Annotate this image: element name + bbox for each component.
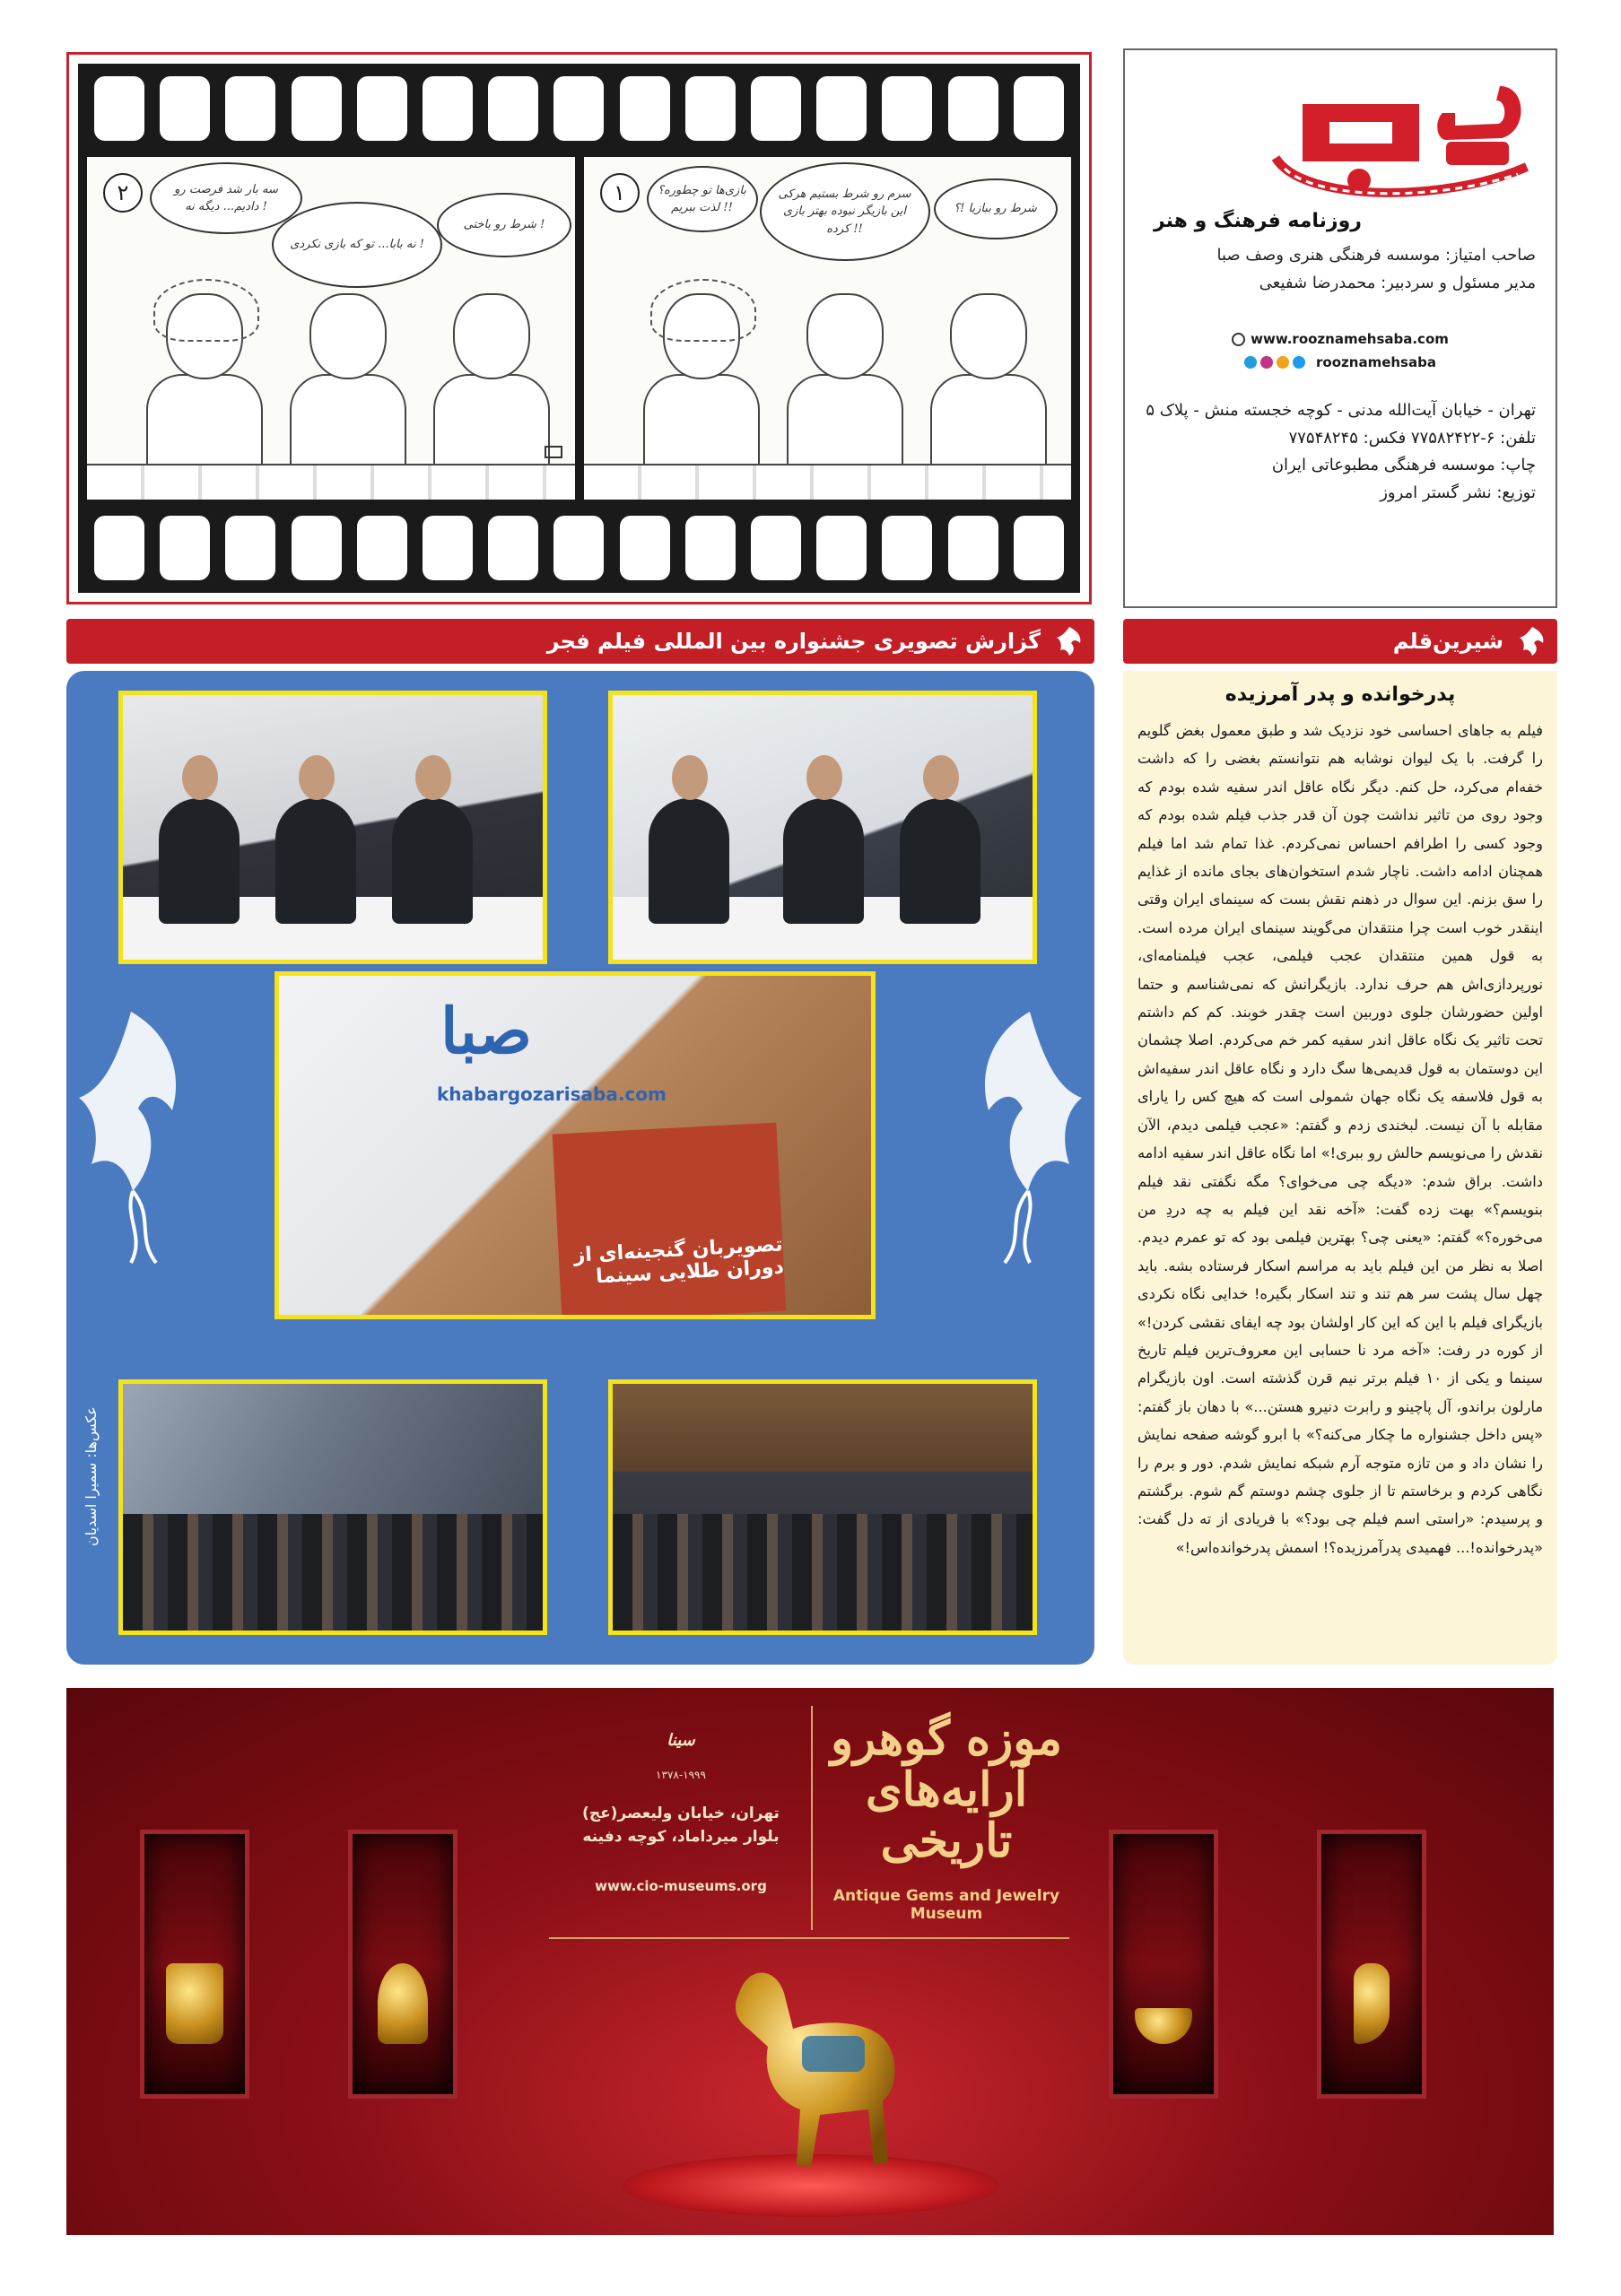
globe-icon bbox=[1232, 333, 1245, 346]
simorgh-icon bbox=[1514, 623, 1550, 659]
logo-subtitle: روزنامه فرهنگ و هنر bbox=[1154, 210, 1362, 232]
cartoon-character-young bbox=[787, 293, 903, 482]
film-holes-top bbox=[94, 76, 1064, 141]
golden-horse-icon bbox=[685, 1957, 937, 2181]
cartoon-character-bald bbox=[930, 293, 1047, 482]
owner-line: صاحب امتیاز: موسسه فرهنگی هنری وصف صبا bbox=[1216, 246, 1536, 265]
photo-report-title: گزارش تصویری جشنواره بین المللی فیلم فجر bbox=[546, 629, 1041, 654]
gold-cup-icon bbox=[166, 1963, 223, 2044]
museum-title-fa: موزه گوهرو آرایه‌های تاریخی bbox=[830, 1711, 1063, 1869]
speech-bubble: شرط رو باختی ! bbox=[437, 193, 571, 257]
website-link[interactable]: www.rooznamehsaba.com bbox=[1251, 331, 1449, 348]
cartoon-character-curly bbox=[643, 293, 760, 482]
speech-bubble: بازی‌ها تو چطوره؟ لذت ببریم !! bbox=[647, 166, 758, 232]
jeweled-bowl-icon bbox=[1135, 2008, 1192, 2044]
aparat-icon[interactable] bbox=[1277, 356, 1289, 369]
museum-address: تهران، خیابان ولیعصر(عج) بلوار میرداماد، کوچه دفینه bbox=[582, 1805, 780, 1846]
saba-photo-url: khabargozarisaba.com bbox=[437, 1083, 667, 1105]
cartoon-frame-1 bbox=[584, 157, 1072, 500]
ad-divider bbox=[811, 1706, 813, 1930]
instagram-icon[interactable] bbox=[1260, 356, 1273, 369]
museum-url[interactable]: www.cio-museums.org bbox=[595, 1878, 767, 1894]
distribution-line: توزیع: نشر گستر امروز bbox=[1380, 483, 1536, 502]
column-header-title: شیرین‌قلم bbox=[1392, 629, 1503, 654]
film-strip-body bbox=[78, 64, 1080, 593]
saba-logo-icon bbox=[1267, 68, 1536, 212]
magazine-cover bbox=[553, 1123, 787, 1319]
editor-line: مدیر مسئول و سردبیر: محمدرضا شفیعی bbox=[1259, 273, 1536, 292]
dagger-icon bbox=[1354, 1963, 1390, 2044]
twitter-icon[interactable] bbox=[1293, 356, 1305, 369]
necklace-icon bbox=[378, 1963, 428, 2044]
museum-brand-logo: سینا bbox=[667, 1731, 695, 1750]
website-row bbox=[1145, 331, 1536, 347]
cartoon-character-curly bbox=[146, 293, 263, 482]
photo-report-header bbox=[66, 619, 1094, 664]
masthead-box bbox=[1123, 48, 1557, 608]
social-row bbox=[1145, 354, 1536, 370]
press-conference-photo-1 bbox=[608, 691, 1037, 964]
print-line: چاپ: موسسه فرهنگی مطبوعاتی ایران bbox=[1271, 456, 1536, 475]
simorgh-right-icon bbox=[971, 1003, 1087, 1272]
film-holes-bottom bbox=[94, 516, 1064, 580]
social-handle[interactable]: rooznamehsaba bbox=[1316, 354, 1436, 371]
simorgh-left-icon bbox=[74, 1003, 190, 1272]
photo-credit: عکس‌ها: سمیرا اسدیان bbox=[83, 1406, 100, 1546]
vitrine-gold-cup bbox=[140, 1830, 249, 2099]
frame-number: ۲ bbox=[103, 173, 143, 213]
speech-bubble: سرم رو شرط بستیم هرکی این بازیگر نبوده بهتر بازی کرده !! bbox=[760, 162, 930, 261]
cartoon-frame-2 bbox=[87, 157, 575, 500]
museum-brand-year: ۱۳۷۸-۱۹۹۹ bbox=[656, 1769, 706, 1781]
museum-title-en: Antique Gems and Jewelry Museum bbox=[832, 1887, 1060, 1923]
telegram-icon[interactable] bbox=[1244, 356, 1257, 369]
cartoon-character-bald bbox=[433, 293, 550, 482]
festival-lobby-photo bbox=[608, 1379, 1037, 1635]
address-line: تهران - خیابان آیت‌الله مدنی - کوچه خجسته منش - پلاک ۵ bbox=[1146, 401, 1536, 421]
photo-report-panel bbox=[66, 671, 1094, 1665]
column-body: فیلم به جاهای احساسی خود نزدیک شد و طبق معمول بغض گلویم را گرفت. با یک لیوان نوشابه هم نتوانستم بغضی را که داشت خفه‌ام می‌کرد، حل کنم. دیگر نگاه عاقل اندر سفیه شده بودم که وجود روی من تاثیر نداشت چون آن قدر جذب فیلم شده بودم که وجود کسی را اطرافم احساس نمی‌کردم. غذا تمام شد اما فیلم همچنان ادامه داشت. ناچار شدم استخوان‌های بجای مانده از غذایم را سق بزنم. این سوال در ذهنم نقش بست که سینمای ایران وقتی اینقدر خوب است چرا منتقدان می‌گویند سینمای ایران مرده است. به قول همین منتقدان عجب فیلمی، عجب فیلمنامه‌ای، نورپردازی‌اش هم حرف ندارد. بازیگرانش که نمی‌شناسم و حتما اولین حضورشان جلوی دوربین است چقدر خوبند. کم کم داشتم تحت تاثیر یک نگاه عاقل اندر سفیه کمر خم می‌کردم. اصلا چشمان این دوستمان به قول قدیمی‌ها سگ دارد و نگاه عاقل اندر سفیه‌اش به قول فلاسفه یک نگاه جهان شمولی است که هیچ کس را یارای مقابله با آن نیست. لبخندی زدم و گفتم: «عجب فیلمی دیدم، الآن نقدش را می‌نویسم حالش رو ببری!» اما نگاه عاقل اندر سفیه ادامه داشت. براق شدم: «دیگه چی می‌خوای؟ مگه نگفتی نقد فیلم بنویسم؟» بهت زده گفت: «آخه نقد این فیلم به چه دردِ من می‌خوره؟» گفتم: «یعنی چی؟ بهترین فیلمی بود که تو عمرم دیدم. اصلا به نظر من این فیلم باید به مراسم اسکار فرستاده بشه. باید چهل سال پشت سر هم تند و تند اسکار بگیره! خدایی نگاه نکردی بازیگرای فیلم با این که این کار اولشان بود چه ایفای نقشی کردن!» از کوره در رفت: «آخه مرد نا حسابی این معروف‌ترین فیلم تاریخ سینما و یکی از ۱۰ فیلم برتر نیم قرن گذشته است. اون بازیگرام مارلون براندو، آل پاچینو و رابرت دنیرو هستن...» با دهان باز گفتم: «پس داخل جشنواره ما چکار می‌کنه؟» با ابرو گوشه صفحه نمایش را نشان داد و من تازه متوجه آرم شبکه نمایش شدم. دور و برم را نگاهی کردم و برخاستم تا از جلوی چشم دوستم گم شوم. برگشتم و پرسیدم: «راستی اسم فیلم چی بود؟» با فریادی از ته دل گفت: «پدرخوانده!... فهمیدی پدرآمرزیده؟! اسمش پدرخوانده‌اس!» bbox=[1137, 722, 1543, 1556]
saba-photo-logo: صبا bbox=[440, 994, 532, 1068]
cinema-seats bbox=[87, 464, 575, 500]
shirin-ghalam-column bbox=[1123, 671, 1557, 1665]
column-title: پدرخوانده و پدر آمرزیده bbox=[1224, 683, 1456, 706]
speech-bubble: نه بابا... تو که بازی نکردی ! bbox=[272, 202, 442, 288]
column-header bbox=[1123, 619, 1557, 664]
speech-bubble: شرط رو ببازیا !؟ bbox=[934, 178, 1058, 239]
phone-line: تلفن: ۶-۷۷۵۸۲۴۲۲ فکس: ۷۷۵۴۸۲۴۵ bbox=[1288, 428, 1536, 448]
artist-mark-icon bbox=[545, 446, 562, 458]
cinema-seats bbox=[584, 464, 1072, 500]
festival-queue-photo bbox=[118, 1379, 547, 1635]
newspaper-logo bbox=[1145, 63, 1536, 242]
press-conference-photo-2 bbox=[118, 691, 547, 964]
vitrine-dagger bbox=[1317, 1830, 1426, 2099]
speech-bubble: سه بار شد فرصت رو دادیم... دیگه نه ! bbox=[150, 162, 302, 234]
magazine-title: تصویربان گنجینه‌ای از دوران طلایی سینما bbox=[573, 1233, 785, 1289]
vitrine-necklace bbox=[348, 1830, 458, 2099]
museum-advertisement bbox=[66, 1688, 1554, 2235]
cartoon-film-strip bbox=[66, 52, 1092, 604]
frame-number: ۱ bbox=[600, 173, 640, 213]
cartoon-frames bbox=[87, 157, 1071, 500]
cartoon-character-young bbox=[290, 293, 406, 482]
simorgh-icon bbox=[1051, 623, 1087, 659]
saba-magazine-photo bbox=[275, 971, 876, 1319]
vitrine-bowl bbox=[1109, 1830, 1218, 2099]
address-block bbox=[1145, 397, 1536, 507]
